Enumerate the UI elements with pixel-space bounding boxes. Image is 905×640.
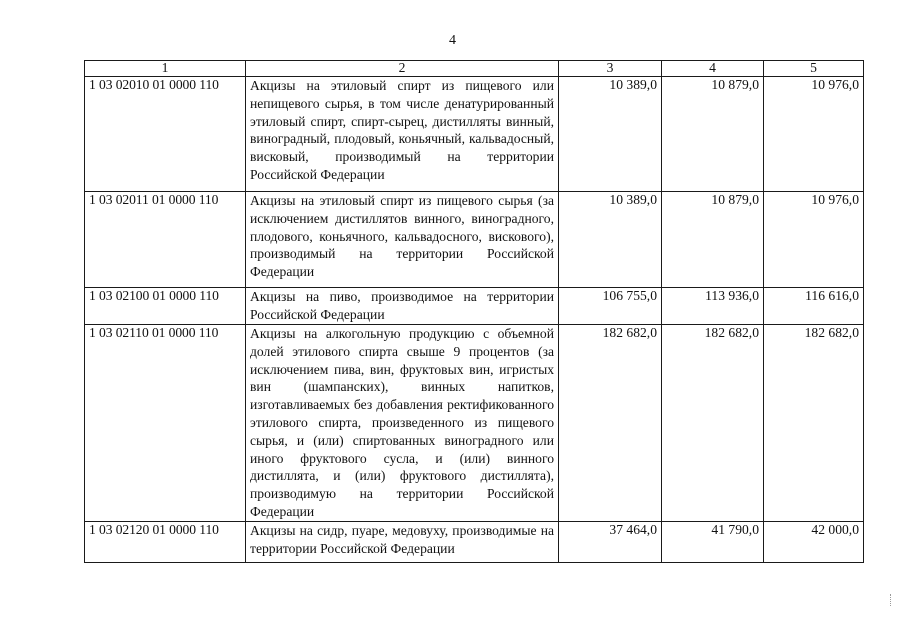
table-header <box>85 61 864 77</box>
amount-col-3-cell: 106 755,0 <box>559 288 662 325</box>
table-row <box>85 77 864 192</box>
amount-col-3-cell: 37 464,0 <box>559 521 662 562</box>
header-col-2: 2 <box>246 61 559 77</box>
table-row <box>85 192 864 288</box>
amount-col-3-cell: 10 389,0 <box>559 192 662 288</box>
revenue-table <box>84 60 864 563</box>
revenue-name-cell: Акцизы на этиловый спирт из пищевого или непищевого сырья, в том числе денатурированный этиловый спирт, спирт-сырец, дистилляты винный, виноградный, плодовый, коньячный, кальвадосный, висковый, производимый на территории Российской Федерации <box>246 77 559 192</box>
header-col-4: 4 <box>662 61 764 77</box>
header-col-5: 5 <box>764 61 864 77</box>
budget-code-cell: 1 03 02100 01 0000 110 <box>85 288 246 325</box>
amount-col-3-cell: 182 682,0 <box>559 325 662 522</box>
amount-col-5-cell: 182 682,0 <box>764 325 864 522</box>
amount-col-4-cell: 10 879,0 <box>662 77 764 192</box>
table-row <box>85 521 864 562</box>
budget-code-cell: 1 03 02110 01 0000 110 <box>85 325 246 522</box>
amount-col-5-cell: 42 000,0 <box>764 521 864 562</box>
budget-code-cell: 1 03 02120 01 0000 110 <box>85 521 246 562</box>
amount-col-4-cell: 182 682,0 <box>662 325 764 522</box>
scan-artifact-mark <box>890 594 893 606</box>
amount-col-4-cell: 113 936,0 <box>662 288 764 325</box>
amount-col-4-cell: 41 790,0 <box>662 521 764 562</box>
amount-col-4-cell: 10 879,0 <box>662 192 764 288</box>
revenue-name-cell: Акцизы на алкогольную продукцию с объемной долей этилового спирта свыше 9 процентов (за исключением пива, вин, фруктовых вин, игристых вин (шампанских), винных напитков, изготавливаемых без добавления ректификованного этилового спирта, произведенного из пищевого сырья, и (или) спиртованных виноградного или иного фруктового сусла, и (или) винного дистиллята, и (или) фруктового дистиллята), производимую на территории Российской Федерации <box>246 325 559 522</box>
budget-code-cell: 1 03 02011 01 0000 110 <box>85 192 246 288</box>
amount-col-5-cell: 10 976,0 <box>764 192 864 288</box>
revenue-name-cell: Акцизы на сидр, пуаре, медовуху, производимые на территории Российской Федерации <box>246 521 559 562</box>
table-body <box>85 77 864 563</box>
page-number: 4 <box>449 33 456 48</box>
header-row <box>85 61 864 77</box>
header-col-3: 3 <box>559 61 662 77</box>
table-row <box>85 325 864 522</box>
revenue-name-cell: Акцизы на этиловый спирт из пищевого сырья (за исключением дистиллятов винного, виноградного, плодового, коньячного, кальвадосного, вискового), производимый на территории Российской Федерации <box>246 192 559 288</box>
budget-code-cell: 1 03 02010 01 0000 110 <box>85 77 246 192</box>
revenue-name-cell: Акцизы на пиво, производимое на территории Российской Федерации <box>246 288 559 325</box>
amount-col-5-cell: 116 616,0 <box>764 288 864 325</box>
table-row <box>85 288 864 325</box>
header-col-1: 1 <box>85 61 246 77</box>
amount-col-3-cell: 10 389,0 <box>559 77 662 192</box>
amount-col-5-cell: 10 976,0 <box>764 77 864 192</box>
